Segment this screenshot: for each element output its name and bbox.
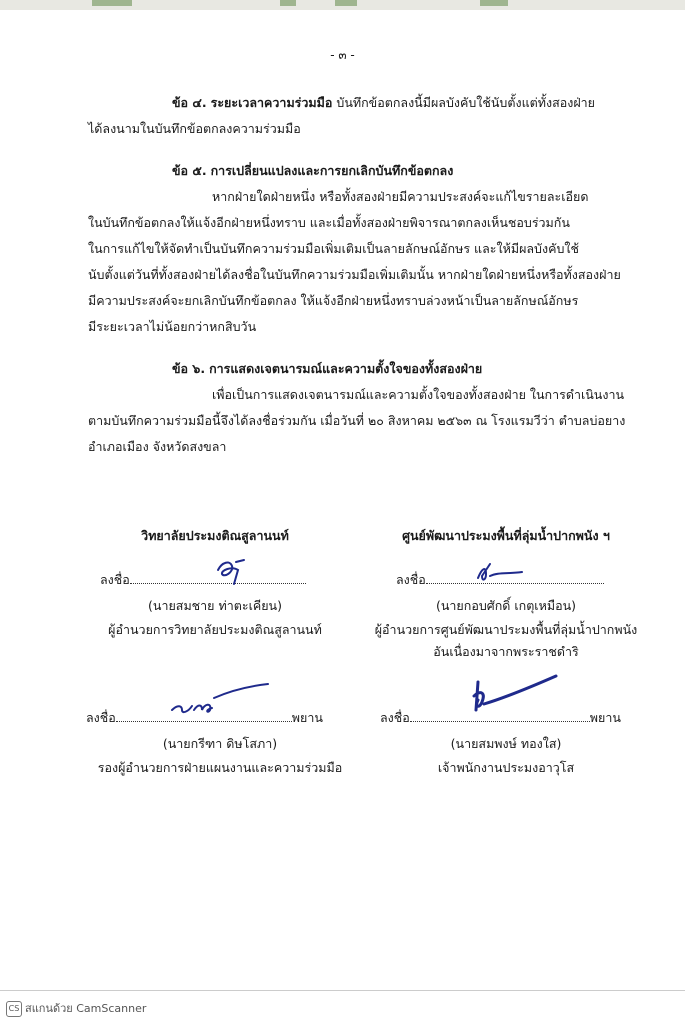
left-sign-prefix: ลงชื่อ	[100, 572, 130, 587]
clause6-text-line: ตามบันทึกความร่วมมือนี้จึงได้ลงชื่อร่วมกัน เมื่อวันที่ ๒๐ สิงหาคม ๒๕๖๓ ณ โรงแรมวีว่า ตำบลบ่อยาง	[88, 413, 626, 428]
left-witness-sign-prefix: ลงชื่อ	[86, 710, 116, 725]
scanner-watermark	[6, 999, 146, 1017]
right-witness-sign-prefix: ลงชื่อ	[380, 710, 410, 725]
left-org-name: วิทยาลัยประมงติณสูลานนท์	[141, 528, 289, 543]
top-edge-fragment	[280, 0, 296, 6]
clause6-text-line: อำเภอเมือง จังหวัดสงขลา	[88, 439, 227, 454]
left-witness-position: รองผู้อำนวยการฝ่ายแผนงานและความร่วมมือ	[97, 760, 343, 775]
camscanner-icon: CS	[6, 1001, 22, 1017]
left-witness-name: (นายกรีฑา ดิษโสภา)	[162, 736, 278, 751]
left-witness-signature-dots	[116, 712, 292, 722]
clause4-line2: ได้ลงนามในบันทึกข้อตกลงความร่วมมือ	[88, 121, 301, 136]
clause6-label: ข้อ ๖.	[172, 361, 206, 376]
right-signatory-position-line2: อันเนื่องมาจากพระราชดำริ	[433, 644, 579, 659]
left-signatory-position: ผู้อำนวยการวิทยาลัยประมงติณสูลานนท์	[108, 622, 322, 637]
left-signatory-name: (นายสมชาย ท่าตะเคียน)	[148, 598, 282, 613]
right-signatory-position-line1: ผู้อำนวยการศูนย์พัฒนาประมงพื้นที่ลุ่มน้ำปากพนัง	[374, 622, 638, 637]
clause5-heading: การเปลี่ยนแปลงและการยกเลิกบันทึกข้อตกลง	[210, 163, 454, 178]
clause4-heading: ระยะเวลาความร่วมมือ	[210, 95, 333, 110]
clause5-text-line: นับตั้งแต่วันที่ทั้งสองฝ่ายได้ลงชื่อในบันทึกความร่วมมือเพิ่มเติมนั้น หากฝ่ายใดฝ่ายหนึ่งหรือทั้งสองฝ่าย	[88, 267, 621, 282]
top-edge-fragment	[92, 0, 132, 6]
right-witness-label: พยาน	[589, 710, 621, 725]
clause4-label: ข้อ ๔.	[172, 95, 207, 110]
top-edge-fragment	[480, 0, 508, 6]
clause5-text-line: มีความประสงค์จะยกเลิกบันทึกข้อตกลง ให้แจ้งอีกฝ่ายหนึ่งทราบล่วงหน้าเป็นลายลักษณ์อักษร	[88, 293, 579, 308]
clause5-text-line: มีระยะเวลาไม่น้อยกว่าหกสิบวัน	[88, 319, 257, 334]
clause5-text-line: ในบันทึกข้อตกลงให้แจ้งอีกฝ่ายหนึ่งทราบ และเมื่อทั้งสองฝ่ายพิจารณาตกลงเห็นชอบร่วมกัน	[88, 215, 570, 230]
scanner-text: สแกนด้วย CamScanner	[25, 1002, 147, 1015]
clause5-label: ข้อ ๕.	[172, 163, 207, 178]
clause6-text-line: เพื่อเป็นการแสดงเจตนารมณ์และความตั้งใจของทั้งสองฝ่าย ในการดำเนินงาน	[212, 387, 625, 402]
left-signature	[212, 556, 252, 588]
left-sign-line	[100, 570, 306, 590]
clause5-text-line: หากฝ่ายใดฝ่ายหนึ่ง หรือทั้งสองฝ่ายมีความประสงค์จะแก้ไขรายละเอียด	[212, 189, 589, 204]
top-edge-fragment	[335, 0, 357, 6]
right-signatory-name: (นายกอบศักดิ์ เกตุเหมือน)	[435, 598, 576, 613]
top-edge-strip	[0, 0, 685, 10]
clause5-text-line: ในการแก้ไขให้จัดทำเป็นบันทึกความร่วมมือเพิ่มเติมเป็นลายลักษณ์อักษร และให้มีผลบังคับใช้	[88, 241, 579, 256]
right-sign-prefix: ลงชื่อ	[396, 572, 426, 587]
right-witness-signature-dots	[410, 712, 590, 722]
right-org-name: ศูนย์พัฒนาประมงพื้นที่ลุ่มน้ำปากพนัง ฯ	[402, 528, 610, 543]
clause4-line1	[172, 90, 595, 116]
right-witness-sign-line	[380, 708, 621, 728]
clause6-heading-line	[172, 356, 482, 382]
left-witness-label: พยาน	[291, 710, 323, 725]
clause4-text: บันทึกข้อตกลงนี้มีผลบังคับใช้นับตั้งแต่ทั้งสองฝ่าย	[336, 95, 595, 110]
page-number: - ๓ -	[330, 48, 355, 62]
clause6-heading: การแสดงเจตนารมณ์และความตั้งใจของทั้งสองฝ่าย	[209, 361, 483, 376]
clause5-heading-line	[172, 158, 453, 184]
footer-divider	[0, 990, 685, 991]
left-witness-sign-line	[86, 708, 323, 728]
right-witness-name: (นายสมพงษ์ ทองใส)	[450, 736, 562, 751]
right-witness-position: เจ้าพนักงานประมงอาวุโส	[437, 760, 575, 775]
right-signature	[472, 560, 528, 586]
